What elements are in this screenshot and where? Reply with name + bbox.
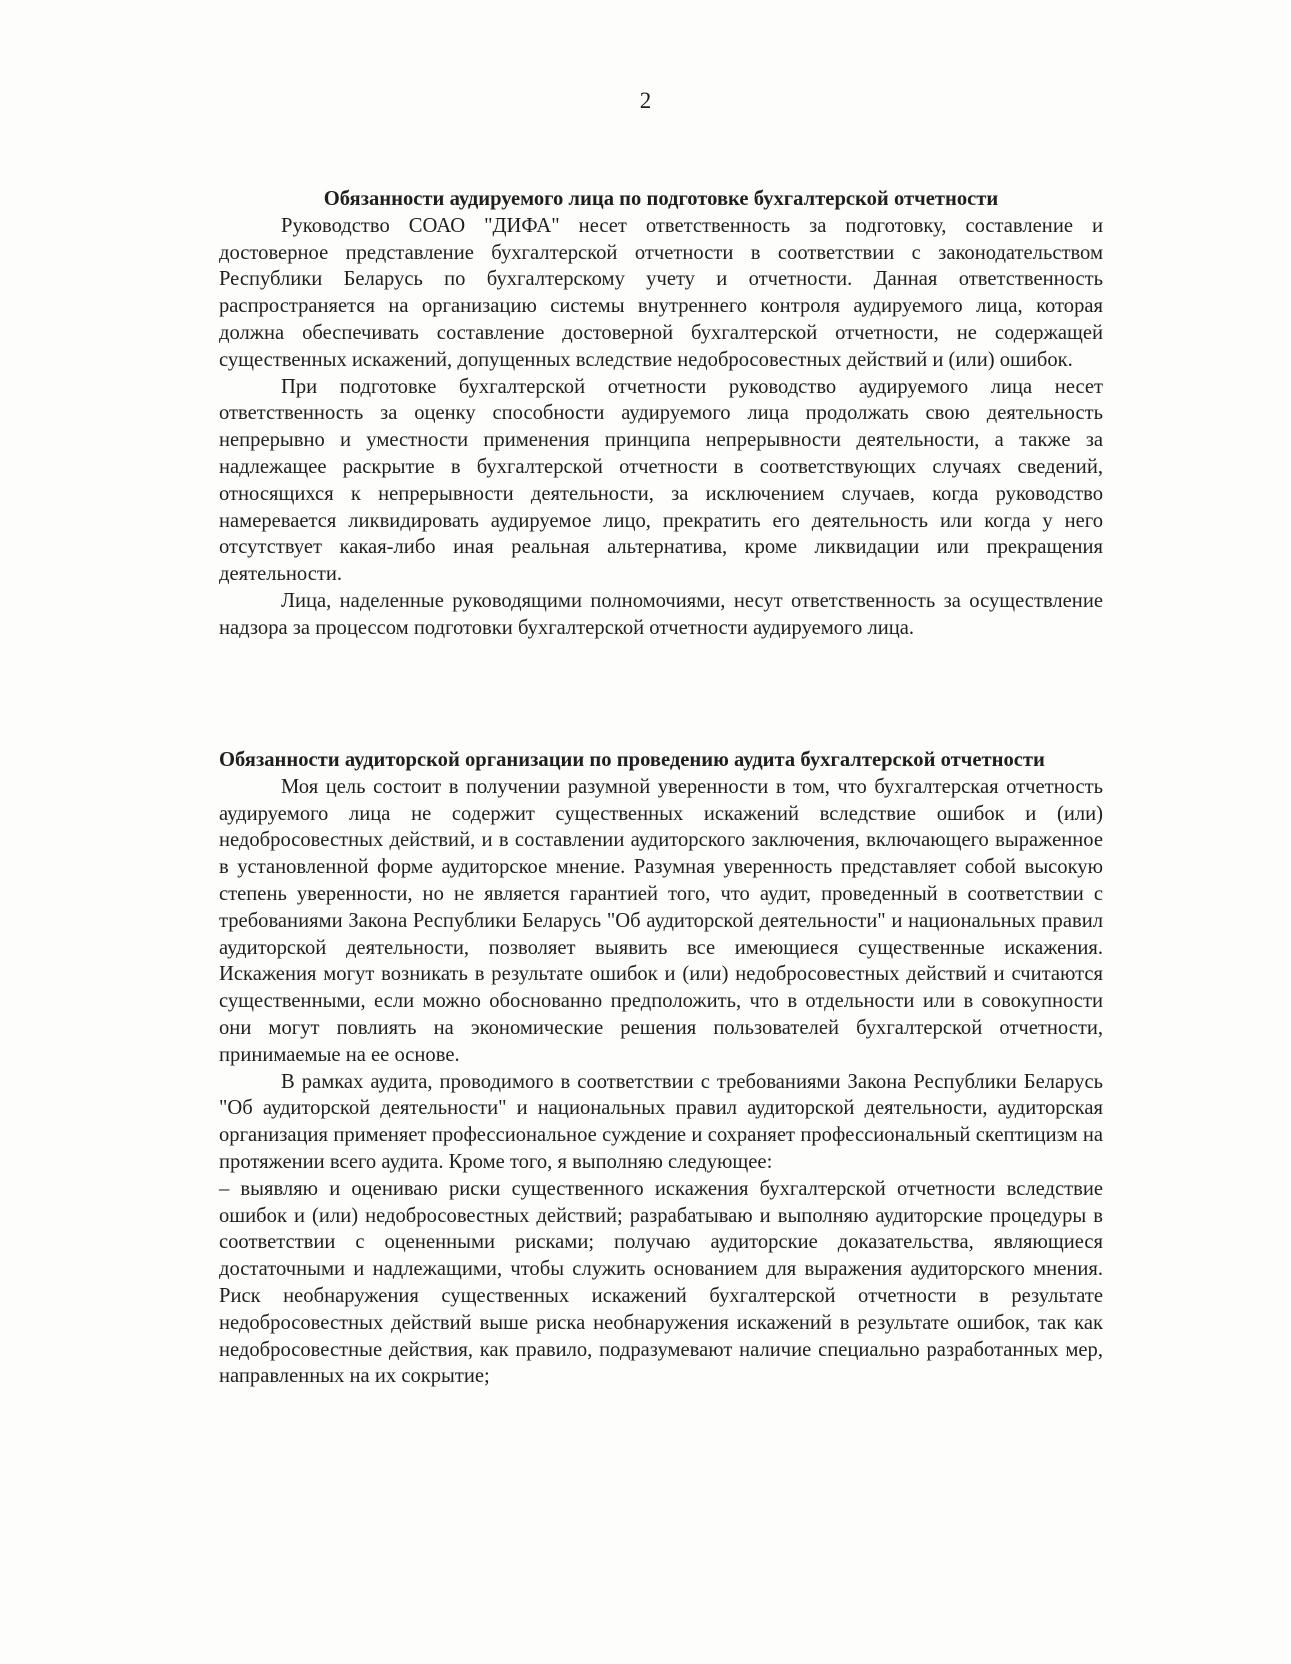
paragraph: В рамках аудита, проводимого в соответствии с требованиями Закона Республики Беларусь "Об аудиторской деятельности" и национальных правил аудиторской деятельности, аудиторская организация применяет профессиональное суждение и сохраняет профессиональный скептицизм на протяжении всего аудита. Кроме того, я выполняю следующее:: [219, 1070, 1103, 1173]
paragraph: Руководство СОАО "ДИФА" несет ответственность за подготовку, составление и достоверное представление бухгалтерской отчетности в соответствии с законодательством Республики Беларусь по бухгалтерскому учету и отчетности. Данная ответственность распространяется на организацию системы внутреннего контроля аудируемого лица, которая должна обеспечивать составление достоверной бухгалтерской отчетности, не содержащей существенных искажений, допущенных вследствие недобросовестных действий и (или) ошибок.: [219, 214, 1103, 371]
section-heading: Обязанности аудируемого лица по подготовке бухгалтерской отчетности: [323, 188, 999, 210]
paragraph: Лица, наделенные руководящими полномочиями, несут ответственность за осуществление надзора за процессом подготовки бухгалтерской отчетности аудируемого лица.: [219, 589, 1103, 639]
paragraph: При подготовке бухгалтерской отчетности руководство аудируемого лица несет ответственность за оценку способности аудируемого лица продолжать свою деятельность непрерывно и уместности применения принципа непрерывности деятельности, а также за надлежащее раскрытие в бухгалтерской отчетности в соответствующих случаях сведений, относящихся к непрерывности деятельности, за исключением случаев, когда руководство намеревается ликвидировать аудируемое лицо, прекратить его деятельность или когда у него отсутствует какая-либо иная реальная альтернатива, кроме ликвидации или прекращения деятельности.: [219, 375, 1103, 586]
section-auditor-responsibilities: [219, 747, 1103, 1390]
page-number: 2: [639, 88, 652, 113]
list-item: – выявляю и оцениваю риски существенного искажения бухгалтерской отчетности вследствие ошибок и (или) недобросовестных действий; разрабатываю и выполняю аудиторские процедуры в соответствии с оцененными рисками; получаю аудиторские доказательства, являющиеся достаточными и надлежащими, чтобы служить основанием для выражения аудиторского мнения. Риск необнаружения существенных искажений бухгалтерской отчетности в результате недобросовестных действий выше риска необнаружения искажений в результате ошибок, так как недобросовестные действия, как правило, подразумевают наличие специально разработанных мер, направленных на их сокрытие;: [219, 1177, 1103, 1388]
section-client-responsibilities: [219, 186, 1103, 642]
section-heading: Обязанности аудиторской организации по проведению аудита бухгалтерской отчетности: [219, 749, 1045, 771]
paragraph: Моя цель состоит в получении разумной уверенности в том, что бухгалтерская отчетность аудируемого лица не содержит существенных искажений вследствие ошибок и (или) недобросовестных действий, и в составлении аудиторского заключения, включающего выраженное в установленной форме аудиторское мнение. Разумная уверенность представляет собой высокую степень уверенности, но не является гарантией того, что аудит, проведенный в соответствии с требованиями Закона Республики Беларусь "Об аудиторской деятельности" и национальных правил аудиторской деятельности, позволяет выявить все имеющиеся существенные искажения. Искажения могут возникать в результате ошибок и (или) недобросовестных действий и считаются существенными, если можно обоснованно предположить, что в отдельности или в совокупности они могут повлиять на экономические решения пользователей бухгалтерской отчетности, принимаемые на ее основе.: [219, 775, 1103, 1066]
